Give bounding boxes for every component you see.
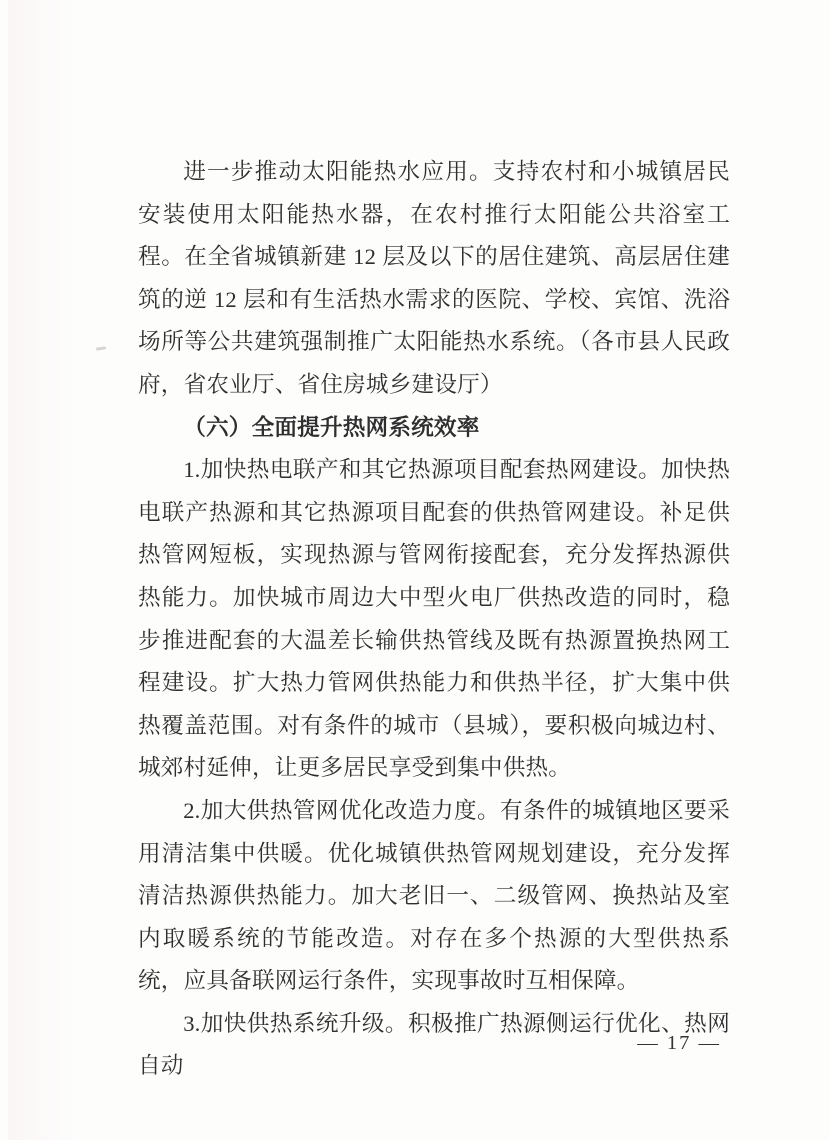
section-heading-heat-network-efficiency: （六）全面提升热网系统效率	[183, 414, 480, 440]
scan-artifact-speck	[96, 346, 106, 350]
paragraph-solar-water-promotion: 进一步推动太阳能热水应用。支持农村和小城镇居民安装使用太阳能热水器，在农村推行太阳能公共浴室工程。在全省城镇新建 12 层及以下的居住建筑、高层居住建筑的逆 12 层和有生活热水需求的医院、学校、宾馆、洗浴场所等公共建筑强制推广太阳能热水系统。（各市县人民政府，省农业厅、省住房城乡建设厅）	[138, 159, 730, 397]
document-body	[138, 151, 730, 1088]
page-number: — 17 —	[637, 1032, 721, 1054]
paragraph-2-pipe-network-optimization: 2.加大供热管网优化改造力度。有条件的城镇地区要采用清洁集中供暖。优化城镇供热管网规划建设，充分发挥清洁热源供热能力。加大老旧一、二级管网、换热站及室内取暖系统的节能改造。对存在多个热源的大型供热系统，应具备联网运行条件，实现事故时互相保障。	[138, 797, 730, 994]
paragraph-3-heating-system-upgrade: 3.加快供热系统升级。积极推广热源侧运行优化、热网自动	[138, 1010, 730, 1079]
scan-edge-shadow	[8, 0, 88, 1140]
paragraph-1-heat-network-construction: 1.加快热电联产和其它热源项目配套热网建设。加快热电联产热源和其它热源项目配套的供热管网建设。补足供热管网短板，实现热源与管网衔接配套，充分发挥热源供热能力。加快城市周边大中型火电厂供热改造的同时，稳步推进配套的大温差长输供热管线及既有热源置换热网工程建设。扩大热力管网供热能力和供热半径，扩大集中供热覆盖范围。对有条件的城市（县城），要积极向城边村、城郊村延伸，让更多居民享受到集中供热。	[138, 457, 730, 781]
